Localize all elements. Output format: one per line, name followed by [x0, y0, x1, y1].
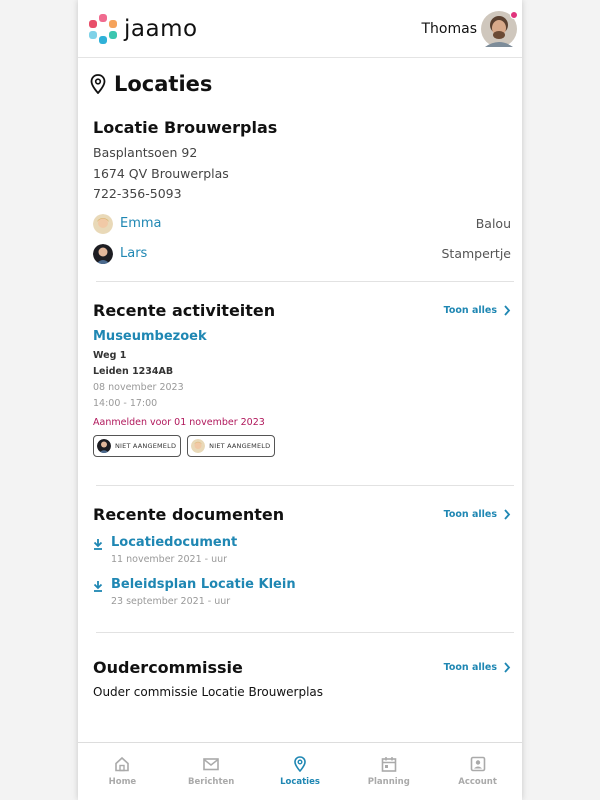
- nav-label: Home: [108, 777, 137, 787]
- location-phone[interactable]: 722-356-5093: [93, 186, 182, 201]
- mail-icon: [203, 756, 219, 772]
- calendar-icon: [381, 756, 397, 772]
- document-item[interactable]: [93, 535, 511, 565]
- document-item[interactable]: [93, 577, 511, 607]
- address-line2: 1674 QV Brouwerplas: [93, 165, 229, 181]
- activity-title[interactable]: Museumbezoek: [93, 329, 207, 344]
- child-row[interactable]: [93, 239, 511, 269]
- documents-show-all-button[interactable]: [444, 509, 511, 520]
- child-avatar-lars-icon: [97, 439, 111, 453]
- bottom-navigation: [78, 742, 522, 800]
- child-group: Stampertje: [441, 246, 511, 261]
- document-date: 23 september 2021 - uur: [111, 596, 231, 607]
- nav-locations[interactable]: [256, 743, 345, 800]
- child-avatar-lars-icon: [93, 244, 113, 264]
- committee-title: Oudercommissie: [93, 658, 243, 677]
- app-screen: [78, 0, 522, 800]
- download-icon: [93, 538, 103, 550]
- chevron-right-icon: [503, 662, 511, 673]
- nav-label: Planning: [367, 777, 410, 787]
- child-avatar-emma-icon: [93, 214, 113, 234]
- nav-label: Berichten: [188, 777, 235, 787]
- location-name: Locatie Brouwerplas: [93, 118, 278, 137]
- location-pin-icon: [292, 756, 308, 772]
- chevron-right-icon: [503, 509, 511, 520]
- documents-title: Recente documenten: [93, 505, 285, 524]
- app-name: jaamo: [124, 16, 198, 42]
- activity-deadline: Aanmelden voor 01 november 2023: [93, 417, 265, 428]
- nav-home[interactable]: [78, 743, 167, 800]
- home-icon: [114, 756, 130, 772]
- nav-planning[interactable]: [344, 743, 433, 800]
- child-row[interactable]: [93, 209, 511, 239]
- top-bar: [78, 0, 522, 58]
- page-title: [90, 72, 212, 96]
- nav-account[interactable]: [433, 743, 522, 800]
- address-line1: Basplantsoen 92: [93, 145, 198, 160]
- child-avatar-emma-icon: [191, 439, 205, 453]
- activities-section: [93, 301, 511, 457]
- activity-street: Weg 1: [93, 350, 127, 361]
- account-icon: [470, 756, 486, 772]
- chevron-right-icon: [503, 305, 511, 316]
- activity-city: Leiden 1234AB: [93, 366, 174, 377]
- document-title[interactable]: Beleidsplan Locatie Klein: [111, 577, 296, 592]
- nav-label: Locaties: [280, 777, 320, 787]
- activities-title: Recente activiteiten: [93, 301, 276, 320]
- user-menu[interactable]: [421, 11, 517, 47]
- nav-label: Account: [458, 777, 497, 787]
- registration-status-chip[interactable]: [187, 435, 275, 457]
- documents-section: [93, 505, 511, 607]
- show-all-label: Toon alles: [443, 662, 497, 673]
- divider: [96, 281, 514, 282]
- activity-time: 14:00 - 17:00: [93, 398, 158, 409]
- activity-card[interactable]: [93, 329, 511, 457]
- committee-section: [93, 658, 511, 699]
- committee-show-all-button[interactable]: [444, 662, 511, 673]
- document-title[interactable]: Locatiedocument: [111, 535, 238, 550]
- location-pin-icon: [90, 74, 106, 94]
- show-all-label: Toon alles: [443, 509, 497, 520]
- notification-dot: [510, 11, 518, 19]
- chip-label: NIET AANGEMELD: [209, 442, 271, 450]
- app-logo[interactable]: [89, 14, 198, 44]
- child-name[interactable]: Lars: [120, 246, 148, 261]
- divider: [96, 485, 514, 486]
- activity-date: 08 november 2023: [93, 382, 184, 393]
- jaamo-logo-icon: [89, 14, 117, 44]
- activities-show-all-button[interactable]: [444, 305, 511, 316]
- nav-messages[interactable]: [167, 743, 256, 800]
- page-title-text: Locaties: [114, 72, 213, 96]
- show-all-label: Toon alles: [443, 305, 497, 316]
- divider: [96, 632, 514, 633]
- avatar[interactable]: [481, 11, 517, 47]
- user-name: Thomas: [421, 21, 477, 37]
- download-icon: [93, 580, 103, 592]
- chip-label: NIET AANGEMELD: [115, 442, 177, 450]
- child-name[interactable]: Emma: [120, 216, 162, 231]
- committee-text[interactable]: Ouder commissie Locatie Brouwerplas: [93, 685, 324, 699]
- document-date: 11 november 2021 - uur: [111, 554, 228, 565]
- child-group: Balou: [475, 216, 511, 231]
- registration-status-chip[interactable]: [93, 435, 181, 457]
- location-section: [93, 118, 511, 269]
